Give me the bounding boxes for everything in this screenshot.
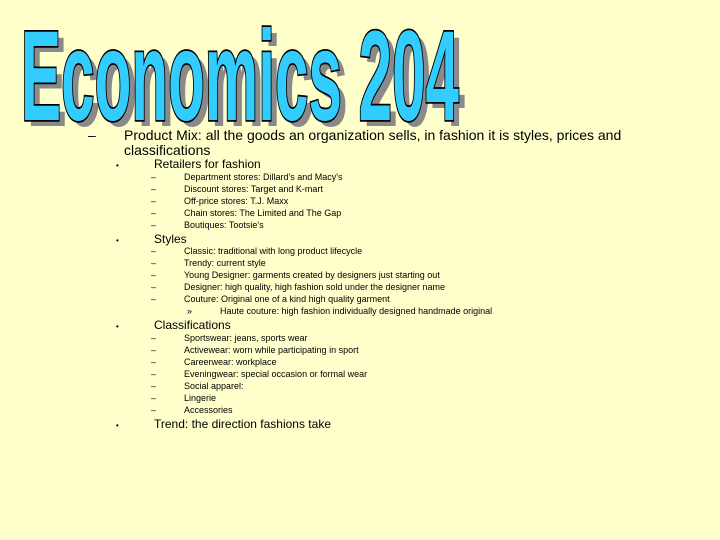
slide-title-wordart: [12, 8, 472, 130]
list-item: Designer: high quality, high fashion sold under the designer name: [184, 282, 445, 292]
sub-item: Haute couture: high fashion individually designed handmade original: [220, 306, 493, 316]
trend-bullet: •: [116, 421, 119, 430]
trend-heading: Trend: the direction fashions take: [154, 417, 331, 431]
list-item: Trendy: current style: [184, 258, 266, 268]
list-item: Discount stores: Target and K-mart: [184, 184, 323, 194]
retailers-bullet: •: [116, 161, 119, 170]
list-item: Department stores: Dillard's and Macy's: [184, 172, 343, 182]
styles-heading: Styles: [154, 232, 187, 246]
list-item: Couture: Original one of a kind high quality garment: [184, 294, 390, 304]
list-item: Social apparel:: [184, 381, 244, 391]
list-item-marker: –: [151, 393, 157, 403]
list-item: Off-price stores: T.J. Maxx: [184, 196, 289, 206]
list-item-marker: –: [151, 270, 157, 280]
list-item: Sportswear: jeans, sports wear: [184, 333, 308, 343]
list-item-marker: –: [151, 345, 157, 355]
styles-bullet: •: [116, 236, 119, 245]
list-item: Eveningwear: special occasion or formal wear: [184, 369, 368, 379]
list-item-marker: –: [151, 196, 157, 206]
retailers-heading: Retailers for fashion: [154, 157, 261, 171]
classifications-bullet: •: [116, 322, 119, 331]
list-item-marker: –: [151, 220, 157, 230]
list-item-marker: –: [151, 369, 157, 379]
wordart-svg: [12, 8, 472, 130]
list-item-marker: –: [151, 184, 157, 194]
list-item-marker: –: [151, 333, 157, 343]
list-item-marker: –: [151, 246, 157, 256]
list-item: Young Designer: garments created by designers just starting out: [184, 270, 440, 280]
product-mix-line-2: classifications: [124, 142, 211, 158]
list-item-marker: –: [151, 381, 157, 391]
product-mix-line-1: Product Mix: all the goods an organization sells, in fashion it is styles, prices and: [124, 127, 622, 143]
wordart-title: Economics 204: [21, 8, 459, 130]
list-item: Careerwear: workplace: [184, 357, 277, 367]
classifications-heading: Classifications: [154, 318, 231, 332]
list-item: Boutiques: Tootsie's: [184, 220, 264, 230]
list-item-marker: –: [151, 208, 157, 218]
sub-item-marker: »: [187, 306, 193, 316]
list-item-marker: –: [151, 357, 157, 367]
product-mix-marker: –: [88, 127, 96, 143]
list-item: Chain stores: The Limited and The Gap: [184, 208, 342, 218]
list-item-marker: –: [151, 405, 157, 415]
list-item-marker: –: [151, 172, 157, 182]
list-item: Accessories: [184, 405, 233, 415]
list-item: Lingerie: [184, 393, 217, 403]
list-item: Activewear: worn while participating in sport: [184, 345, 359, 355]
list-item-marker: –: [151, 282, 157, 292]
wordart-shadow: Economics 204: [27, 11, 465, 130]
list-item: Classic: traditional with long product lifecycle: [184, 246, 363, 256]
list-item-marker: –: [151, 258, 157, 268]
list-item-marker: –: [151, 294, 157, 304]
